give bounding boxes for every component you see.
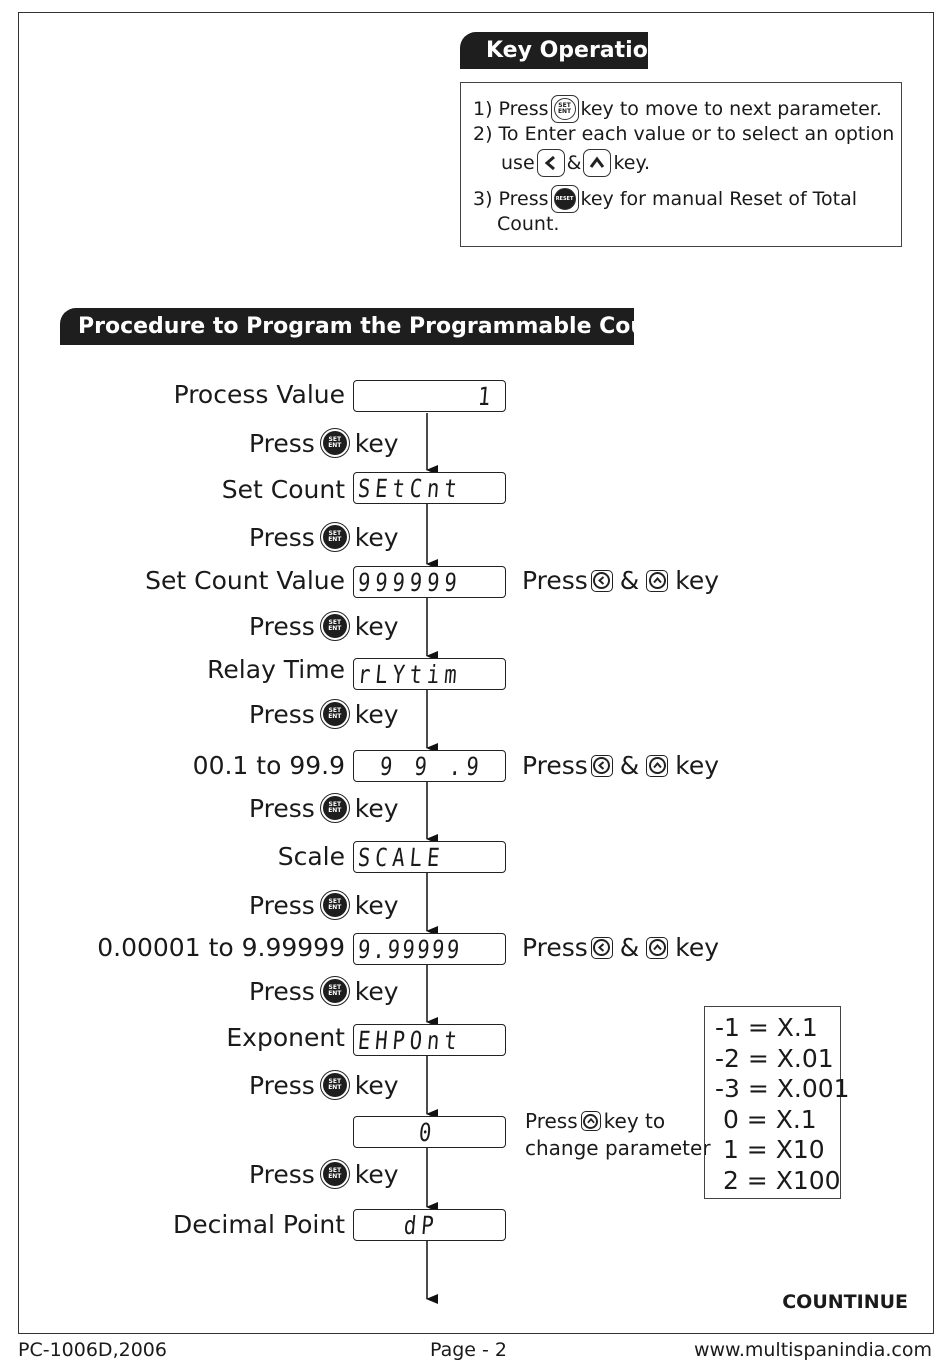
left-arrow-key-icon (591, 755, 613, 777)
display-set-count: SEtCnt (353, 472, 506, 504)
set-ent-key-icon: SET ENT (320, 428, 350, 458)
step-label-scale: Scale (277, 842, 345, 871)
step-label-process-value: Process Value (173, 380, 345, 409)
change-parameter-note-line2: change parameter (525, 1136, 711, 1160)
set-ent-key-icon: SET ENT (551, 95, 579, 123)
key-op-line-2: 2) To Enter each value or to select an option (473, 123, 895, 145)
step-label-relay-range: 00.1 to 99.9 (192, 751, 345, 780)
display-process-value: 1 (353, 380, 506, 412)
step-label-decimal-point: Decimal Point (173, 1210, 345, 1239)
press-set-key-step: Press SET ENT key (249, 611, 399, 641)
set-ent-key-icon: SET ENT (320, 611, 350, 641)
change-parameter-note: Press key to (525, 1109, 666, 1133)
display-relay-time: rLYtim (353, 658, 506, 690)
press-set-key-step: Press SET ENT key (249, 890, 399, 920)
reset-key-icon: RESET (551, 185, 579, 213)
procedure-title: Procedure to Program the Programmable Counter (60, 308, 634, 345)
exponent-table-row: 0 = X.1 (715, 1104, 817, 1134)
press-nav-keys-instruction: Press & key (522, 751, 720, 780)
set-ent-key-icon: SET ENT (320, 793, 350, 823)
press-set-key-step: Press SET ENT key (249, 1159, 399, 1189)
step-label-scale-range: 0.00001 to 9.99999 (97, 933, 345, 962)
up-arrow-key-icon (646, 937, 668, 959)
key-op-line-5: Count. (497, 213, 560, 235)
exponent-table-row: 1 = X10 (715, 1135, 825, 1164)
exponent-table-row: -3 = X.001 (715, 1074, 850, 1103)
press-set-key-step: Press SET ENT key (249, 793, 399, 823)
press-set-key-step: Press SET ENT key (249, 699, 399, 729)
exponent-table-row: 2 = X100 (715, 1165, 841, 1195)
left-arrow-key-icon (591, 570, 613, 592)
left-arrow-key-icon (591, 937, 613, 959)
set-ent-key-icon: SET ENT (320, 976, 350, 1006)
key-op-line-1: 1) Press SET ENT key to move to next parameter. (473, 95, 882, 123)
set-ent-key-icon: SET ENT (320, 1070, 350, 1100)
display-scale-value: 9.99999 (353, 933, 506, 965)
footer-doc-id: PC-1006D,2006 (18, 1339, 167, 1361)
press-set-key-step: Press SET ENT key (249, 522, 399, 552)
set-ent-key-icon: SET ENT (320, 890, 350, 920)
up-arrow-key-icon (581, 1111, 601, 1131)
exponent-table-row: -1 = X.1 (715, 1013, 818, 1042)
press-set-key-step: Press SET ENT key (249, 428, 399, 458)
step-label-relay-time: Relay Time (207, 655, 345, 684)
display-decimal-point: dP (353, 1209, 506, 1241)
up-arrow-key-icon (646, 570, 668, 592)
press-set-key-step: Press SET ENT key (249, 1070, 399, 1100)
display-set-count-value: 999999 (353, 566, 506, 598)
key-op-line-3: use & key. (501, 149, 650, 177)
step-label-set-count-value: Set Count Value (145, 566, 345, 595)
left-arrow-key-icon (537, 149, 565, 177)
footer-website: www.multispanindia.com (693, 1339, 932, 1361)
press-set-key-step: Press SET ENT key (249, 976, 399, 1006)
display-exponent: EHPOnt (353, 1024, 506, 1056)
continue-label: COUNTINUE (782, 1291, 908, 1313)
set-ent-key-icon: SET ENT (320, 1159, 350, 1189)
press-nav-keys-instruction: Press & key (522, 566, 720, 595)
exponent-table-row: -2 = X.01 (715, 1043, 834, 1073)
display-scale: SCALE (353, 841, 506, 873)
press-nav-keys-instruction: Press & key (522, 933, 720, 962)
display-exponent-value: 0 (353, 1116, 506, 1148)
step-label-exponent: Exponent (226, 1023, 345, 1052)
set-ent-key-icon: SET ENT (320, 699, 350, 729)
footer-page-number: Page - 2 (430, 1339, 508, 1361)
step-label-set-count: Set Count (221, 475, 345, 504)
set-ent-key-icon: SET ENT (320, 522, 350, 552)
up-arrow-key-icon (646, 755, 668, 777)
exponent-table (704, 1006, 850, 1199)
key-operation-title: Key Operation (460, 32, 648, 69)
up-arrow-key-icon (583, 149, 611, 177)
key-operation-box (460, 82, 902, 247)
key-op-line-4: 3) Press RESET key for manual Reset of Total (473, 185, 857, 213)
display-relay-value: 9 9 .9 (353, 750, 506, 782)
